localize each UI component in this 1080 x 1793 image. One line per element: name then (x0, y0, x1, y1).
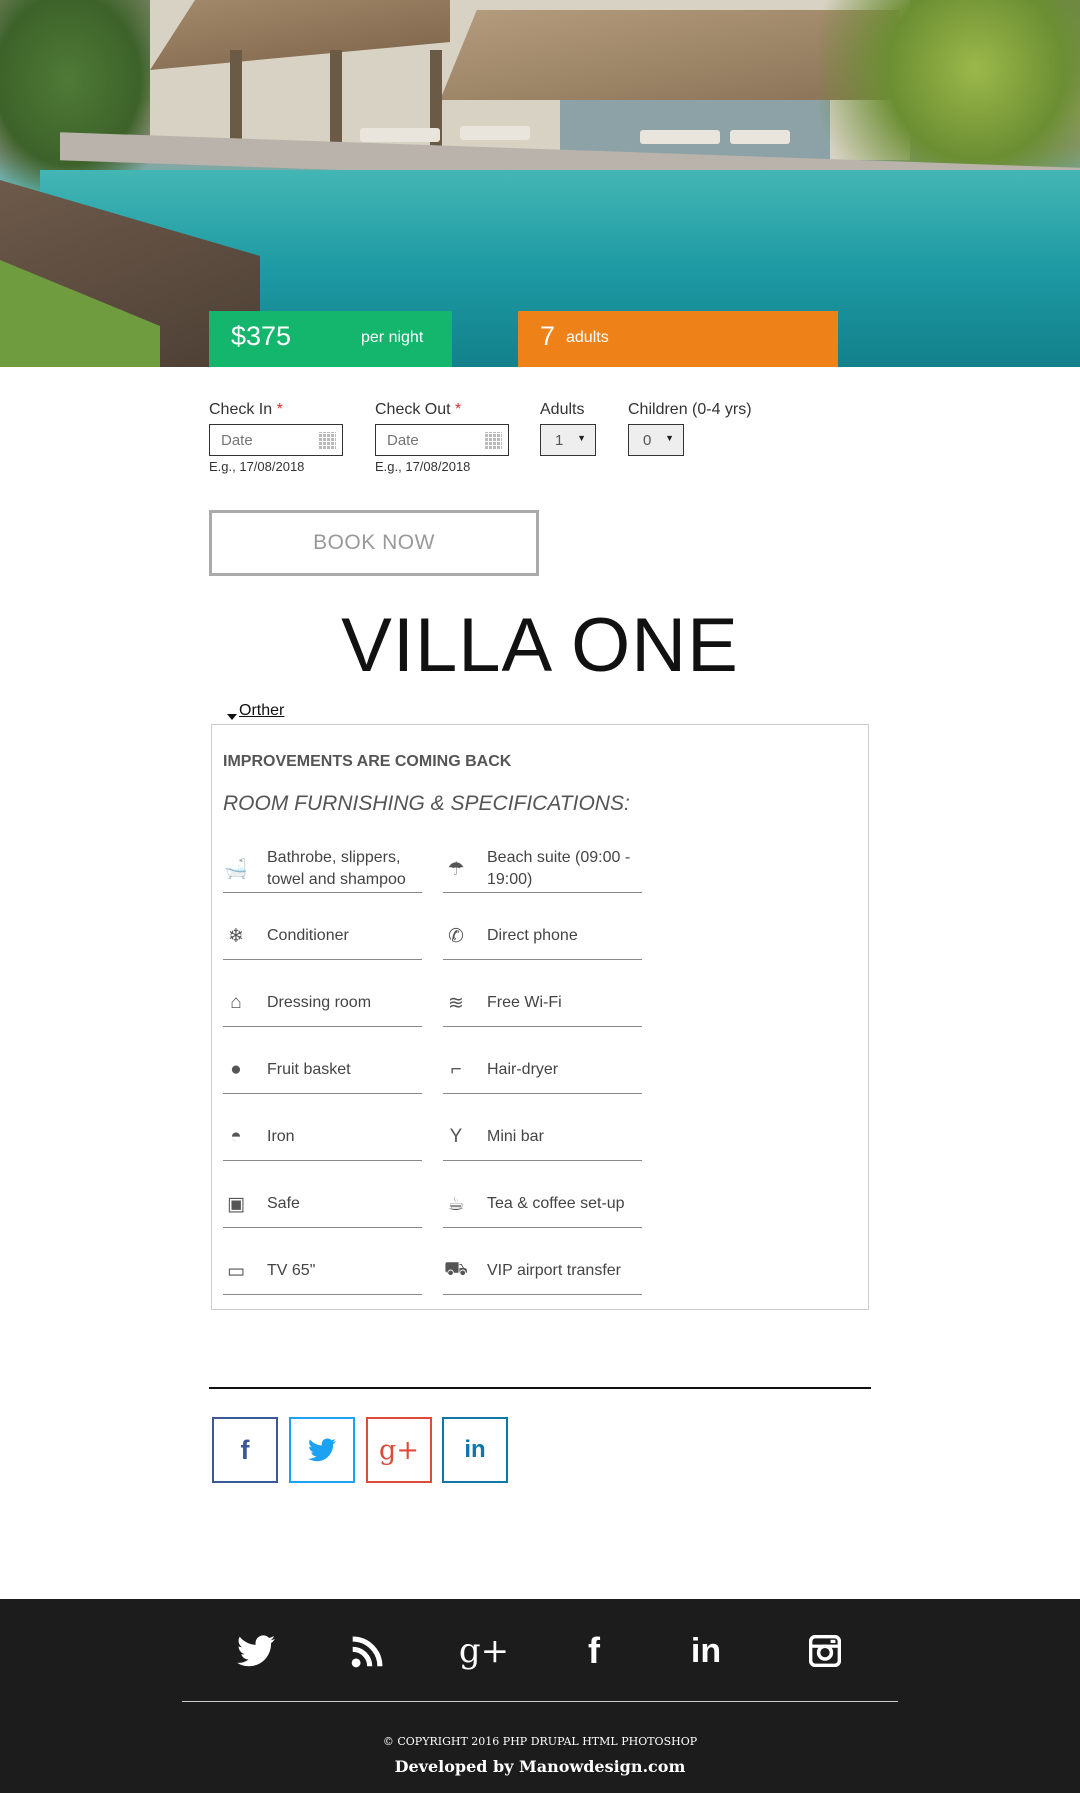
hair-dryer-icon: ⌐ (450, 1059, 462, 1080)
sun-lounger (360, 128, 440, 142)
pillar (430, 50, 442, 160)
phone-icon: ✆ (448, 925, 464, 947)
footer-rss-link[interactable] (343, 1626, 393, 1676)
check-in-label (209, 401, 283, 419)
linkedin-icon: in (464, 1436, 486, 1463)
amenity-label: Mini bar (487, 1128, 544, 1145)
amenity-item (223, 845, 422, 893)
amenity-item (443, 912, 642, 960)
facebook-icon: f (588, 1630, 600, 1671)
adults-select-value: 1 (555, 432, 564, 449)
adults-count: 7 (540, 321, 556, 351)
details-legend-text: Orther (239, 702, 285, 719)
amenity-label: Iron (267, 1128, 295, 1145)
book-now-button[interactable]: BOOK NOW (209, 510, 539, 576)
amenity-label: Direct phone (487, 927, 578, 944)
sun-lounger (730, 130, 790, 144)
amenity-label: Safe (267, 1195, 300, 1212)
check-out-hint: E.g., 17/08/2018 (375, 459, 471, 474)
instagram-icon (809, 1635, 841, 1667)
sun-lounger (640, 130, 720, 144)
amenity-item (443, 1180, 642, 1228)
share-facebook-button[interactable] (212, 1417, 278, 1483)
wifi-icon: ≋ (448, 992, 464, 1014)
amenity-item (443, 1113, 642, 1161)
amenity-label: TV 65" (267, 1262, 316, 1279)
calendar-icon[interactable] (485, 432, 502, 449)
footer-googleplus-link[interactable] (459, 1626, 509, 1676)
amenity-item (223, 1180, 422, 1228)
car-icon: ⛟ (444, 1259, 468, 1280)
amenity-label: VIP airport transfer (487, 1262, 621, 1279)
check-in-hint: E.g., 17/08/2018 (209, 459, 305, 474)
page-title: VILLA ONE (341, 603, 739, 688)
googleplus-icon: g+ (458, 1631, 510, 1671)
amenity-item (223, 912, 422, 960)
safe-icon: ▣ (227, 1193, 245, 1215)
chevron-down-icon: ▼ (665, 433, 674, 443)
adults-badge (518, 311, 838, 367)
hanger-icon: ⌂ (230, 992, 242, 1013)
bathtub-icon: 🛁 (224, 859, 248, 880)
amenity-label: Dressing room (267, 994, 372, 1011)
check-in-label-text: Check In (209, 401, 273, 418)
apple-icon: ● (230, 1059, 242, 1080)
amenity-label: Bathrobe, slippers, towel and shampoo (267, 849, 406, 888)
copyright-text: © COPYRIGHT 2016 PHP DRUPAL HTML PHOTOSHOP (382, 1735, 698, 1748)
amenity-label: Beach suite (09:00 - 19:00) (487, 849, 631, 888)
share-googleplus-button[interactable] (366, 1417, 432, 1483)
share-linkedin-button[interactable] (442, 1417, 508, 1483)
adults-unit: adults (566, 329, 609, 346)
adults-label: Adults (540, 401, 585, 418)
amenity-item (223, 1113, 422, 1161)
facebook-icon: f (240, 1434, 250, 1465)
amenity-item (223, 979, 422, 1027)
amenity-item (443, 1046, 642, 1094)
amenity-label: Hair-dryer (487, 1061, 559, 1078)
amenity-label: Free Wi-Fi (487, 994, 562, 1011)
share-twitter-button[interactable] (289, 1417, 355, 1483)
footer-linkedin-link[interactable] (681, 1626, 731, 1676)
calendar-icon[interactable] (319, 432, 336, 449)
price-badge (209, 311, 452, 367)
amenity-label: Tea & coffee set-up (487, 1195, 625, 1212)
twitter-icon (308, 1438, 336, 1462)
amenity-item (223, 1046, 422, 1094)
check-out-label (375, 401, 461, 419)
twitter-icon (237, 1635, 275, 1667)
footer-twitter-link[interactable] (231, 1626, 281, 1676)
required-mark: * (455, 401, 462, 418)
cocktail-icon: Y (449, 1126, 463, 1147)
tv-icon: ▭ (227, 1260, 245, 1282)
amenity-label: Conditioner (267, 927, 349, 944)
check-in-field[interactable] (209, 424, 343, 456)
footer-instagram-link[interactable] (800, 1626, 850, 1676)
amenity-item (223, 1247, 422, 1295)
panel-subheading: ROOM FURNISHING & SPECIFICATIONS: (223, 792, 630, 815)
caret-down-icon (227, 714, 237, 720)
snowflake-icon: ❄ (228, 925, 244, 947)
cup-icon: ☕ (447, 1193, 465, 1215)
adults-select[interactable] (540, 424, 596, 456)
footer-facebook-link[interactable] (569, 1626, 619, 1676)
amenity-item (443, 1247, 642, 1295)
price-unit: per night (361, 329, 424, 346)
children-select[interactable] (628, 424, 684, 456)
check-out-label-text: Check Out (375, 401, 451, 418)
amenity-item (443, 845, 642, 893)
children-select-value: 0 (643, 432, 652, 449)
check-out-input[interactable] (376, 425, 476, 455)
googleplus-icon: g+ (379, 1434, 419, 1466)
amenity-item (443, 979, 642, 1027)
check-in-input[interactable] (210, 425, 310, 455)
sun-lounger (460, 126, 530, 140)
check-out-field[interactable] (375, 424, 509, 456)
linkedin-icon: in (690, 1631, 722, 1670)
price-amount: $375 (231, 321, 292, 351)
section-divider (209, 1387, 871, 1389)
panel-heading: IMPROVEMENTS ARE COMING BACK (223, 753, 512, 770)
rss-icon (351, 1634, 385, 1668)
details-toggle[interactable] (225, 702, 290, 720)
chevron-down-icon: ▼ (577, 433, 586, 443)
umbrella-icon: ☂ (447, 858, 465, 880)
footer-divider (182, 1701, 898, 1702)
children-label: Children (0-4 yrs) (628, 401, 752, 418)
iron-icon: ◓ (230, 1126, 242, 1147)
developer-credit[interactable]: Developed by Manowdesign.com (394, 1757, 686, 1776)
amenity-label: Fruit basket (267, 1061, 351, 1078)
required-mark: * (276, 401, 283, 418)
